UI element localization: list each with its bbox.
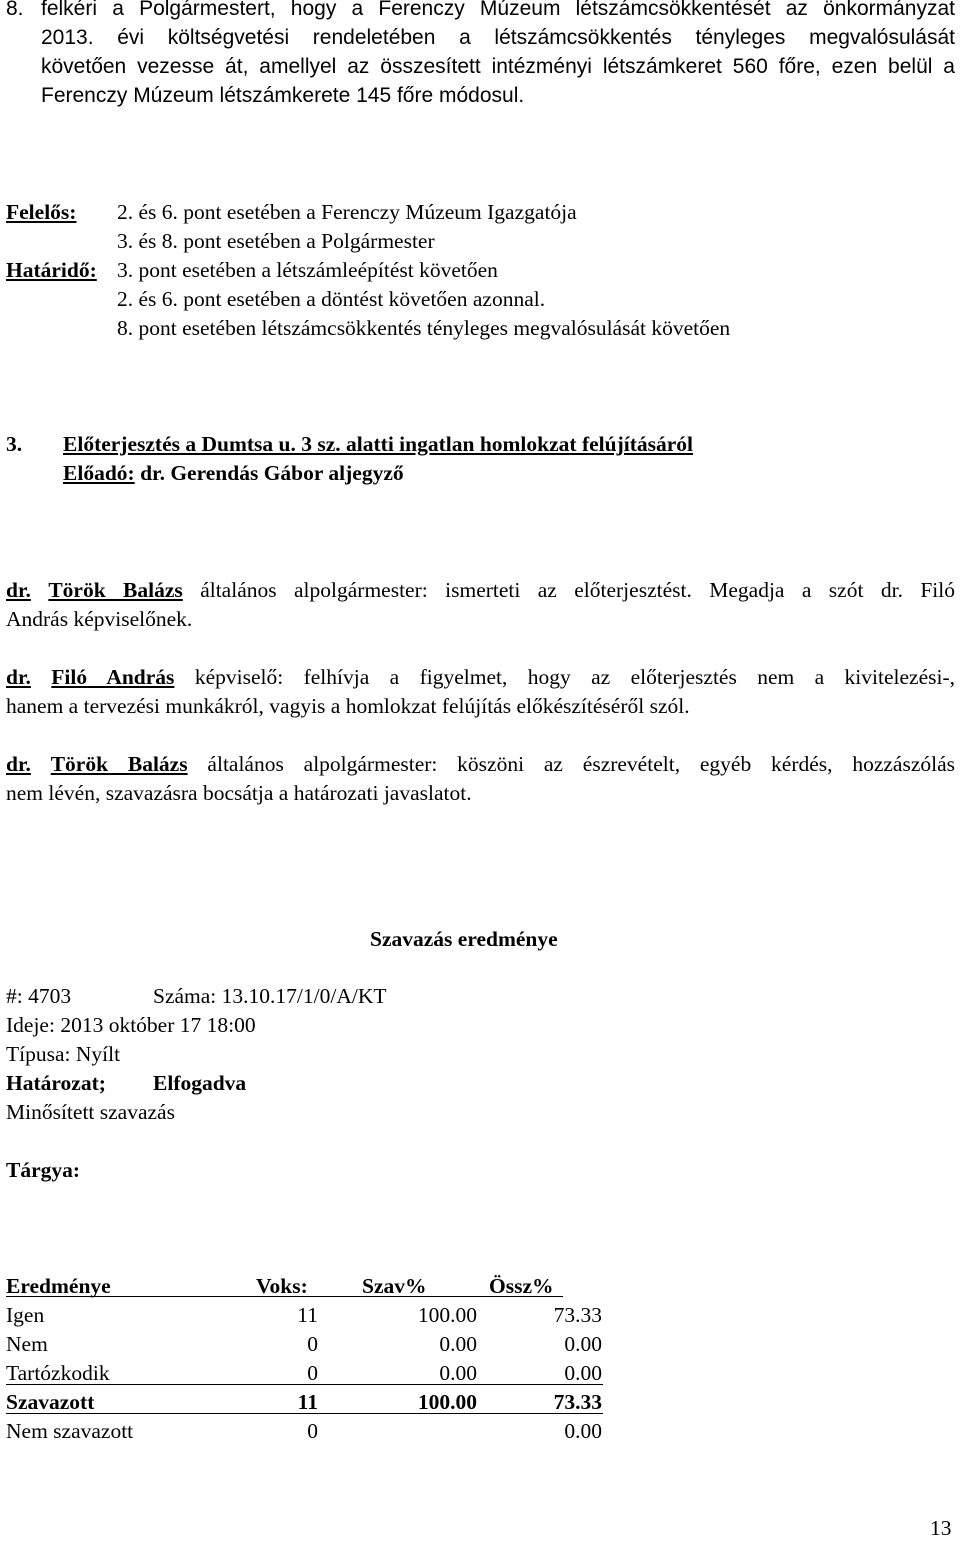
vote-date: Ideje: 2013 október 17 18:00 [6,1013,256,1037]
row-label: Igen [6,1303,45,1327]
item-line-4: Ferenczy Múzeum létszámkerete 145 főre módosul. [41,84,525,107]
row-voks: 11 [297,1303,318,1327]
speech-3-text: általános alpolgármester: köszöni az észrevételt, egyéb kérdés, hozzászólás [207,752,955,776]
speech-3-line-2: nem lévén, szavazásra bocsátja a határozati javaslatot. [6,781,472,805]
row-label: Nem [6,1332,48,1356]
speech-2-line-1 [6,663,955,692]
row-voks: 0 [307,1419,318,1443]
row-ossz: 73.33 [553,1390,602,1414]
speech-1-prefix: dr. [6,578,31,602]
row-ossz: 73.33 [553,1303,602,1327]
header-szav: Szav% [362,1274,427,1298]
header-ossz: Össz% [489,1274,554,1298]
speech-2-prefix: dr. [6,665,31,689]
speech-1-text: általános alpolgármester: ismerteti az előterjesztést. Megadja a szót dr. Filó [200,578,955,602]
row-label: Nem szavazott [6,1419,134,1443]
row-szav: 100.00 [417,1303,477,1327]
vote-id: #: 4703 [6,984,72,1008]
row-ossz: 0.00 [564,1361,602,1385]
item-number: 8. [6,0,24,20]
item-line-2: 2013. évi költségvetési rendeletében a létszámcsökkentés tényleges megvalósulását [41,26,955,49]
row-szav: 0.00 [439,1361,477,1385]
qualified-vote: Minősített szavazás [6,1100,175,1124]
row-label: Szavazott [6,1390,95,1414]
header-voks: Voks: [256,1274,308,1298]
decision-label: Határozat; [6,1071,106,1095]
vote-heading: Szavazás eredménye [370,927,558,951]
responsible-line-2: 3. és 8. pont esetében a Polgármester [117,229,435,253]
speech-2-line-2: hanem a tervezési munkákról, vagyis a homlokzat felújítás előkészítéséről szól. [6,694,690,718]
page-number: 13 [930,1516,952,1540]
row-voks: 11 [297,1390,318,1414]
row-separator [6,1384,603,1385]
responsible-line-1: 2. és 6. pont esetében a Ferenczy Múzeum Igazgatója [117,200,577,224]
decision-value: Elfogadva [153,1071,247,1095]
deadline-line-2: 2. és 6. pont esetében a döntést követően azonnal. [117,287,546,311]
speech-1-speaker: Török Balázs [48,578,183,602]
agenda-number: 3. [6,432,23,456]
responsible-label: Felelős: [6,200,77,224]
speech-3-speaker: Török Balázs [50,752,188,776]
row-ossz: 0.00 [564,1332,602,1356]
presenter-label: Előadó: [63,461,135,485]
item-line-3: követően vezesse át, amellyel az összesített intézményi létszámkeret 560 főre, ezen belül a [41,55,955,78]
header-underline [6,1296,563,1297]
speech-2-text: képviselő: felhívja a figyelmet, hogy az előterjesztés nem a kivitelezési-, [194,665,955,689]
deadline-line-1: 3. pont esetében a létszámleépítést követően [117,258,498,282]
agenda-title: Előterjesztés a Dumtsa u. 3 sz. alatti ingatlan homlokzat felújításáról [63,432,693,456]
deadline-label: Határidő: [6,258,97,282]
item-line-1: felkéri a Polgármestert, hogy a Ferenczy Múzeum létszámcsökkentését az önkormányzat [41,0,955,20]
speech-2-speaker: Filó András [51,665,175,689]
row-label: Tartózkodik [6,1361,110,1385]
presenter-name: dr. Gerendás Gábor aljegyző [140,461,404,485]
row-szav: 100.00 [417,1390,477,1414]
agenda-presenter [63,459,404,488]
row-voks: 0 [307,1361,318,1385]
header-eredmenye: Eredménye [6,1274,111,1298]
speech-1-line-2: András képviselőnek. [6,607,193,631]
row-separator [6,1413,603,1414]
speech-3-prefix: dr. [6,752,31,776]
subject-label: Tárgya: [6,1158,81,1182]
row-ossz: 0.00 [564,1419,602,1443]
vote-number: Száma: 13.10.17/1/0/A/KT [153,984,387,1008]
speech-3-line-1 [6,750,955,779]
deadline-line-3: 8. pont esetében létszámcsökkentés tényleges megvalósulását követően [117,316,731,340]
row-voks: 0 [307,1332,318,1356]
vote-type: Típusa: Nyílt [6,1042,121,1066]
speech-1-line-1 [6,576,955,605]
row-szav: 0.00 [439,1332,477,1356]
